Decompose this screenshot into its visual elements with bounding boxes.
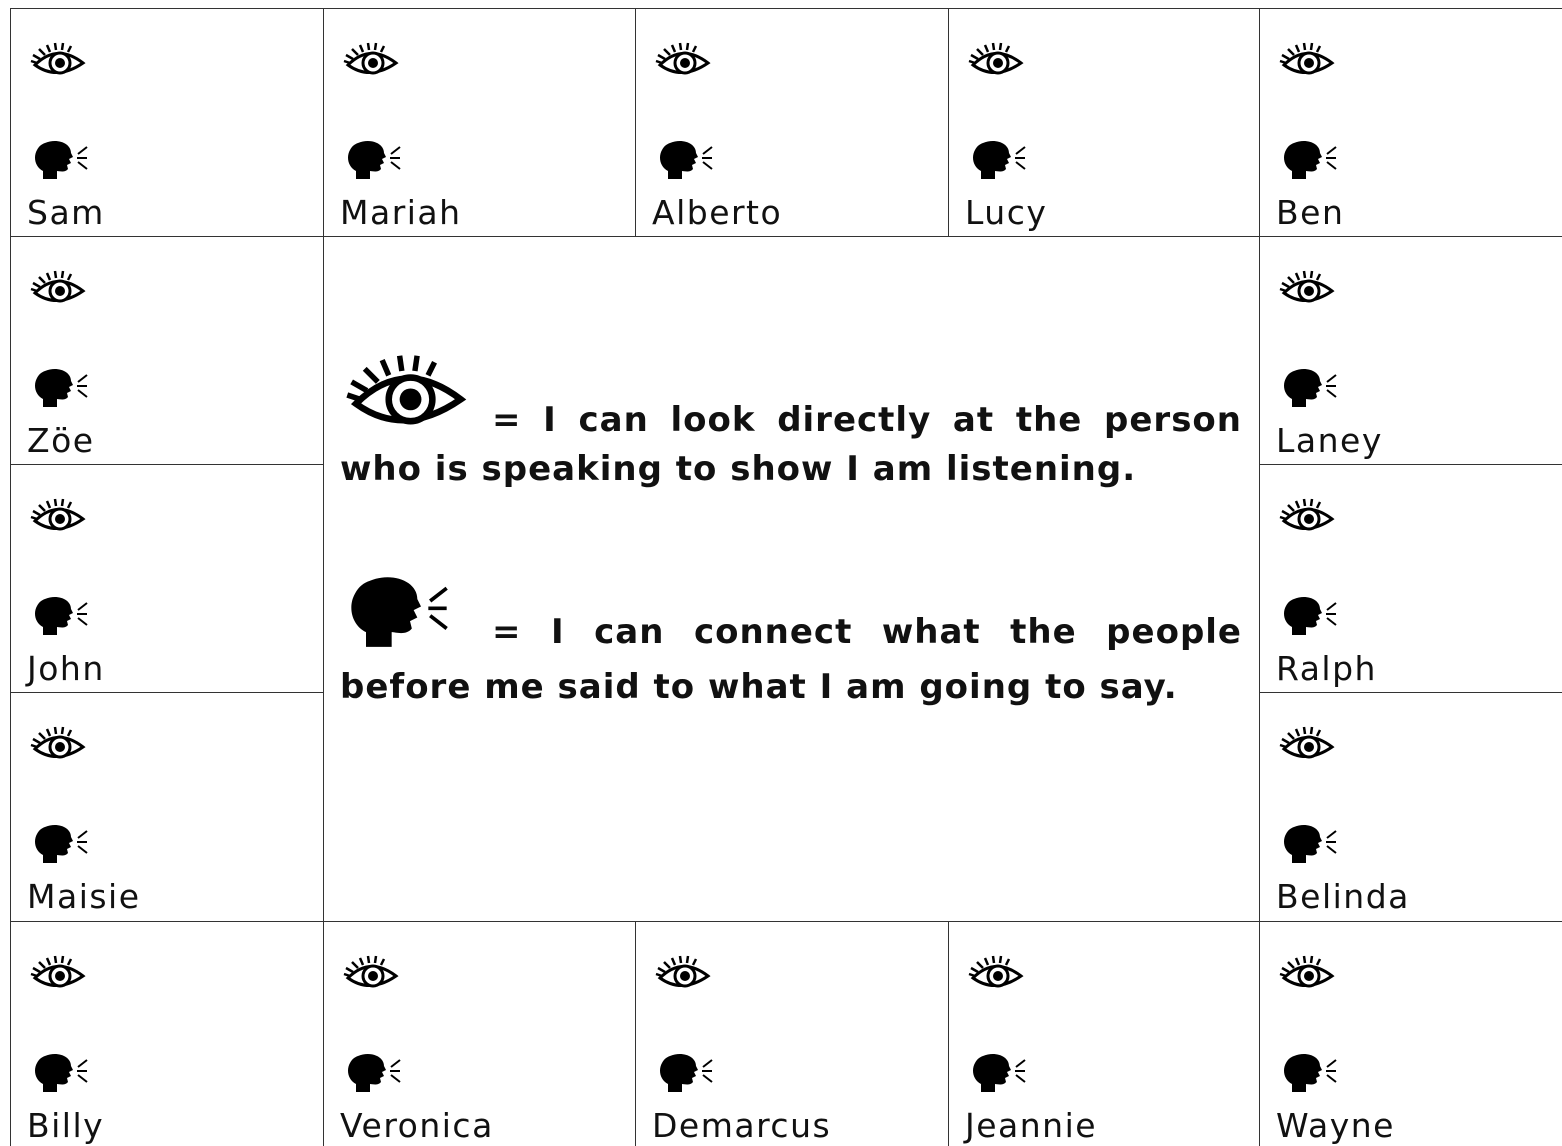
student-name: Jeannie xyxy=(965,1106,1098,1145)
speaking-head-icon xyxy=(31,139,91,181)
student-cell xyxy=(1259,8,1562,236)
student-cell xyxy=(635,8,948,236)
legend-panel xyxy=(323,236,1259,921)
speaking-head-icon xyxy=(344,572,454,652)
eye-icon xyxy=(652,952,712,996)
student-name: Mariah xyxy=(340,193,462,232)
eye-icon xyxy=(1276,39,1336,83)
student-cell xyxy=(1259,236,1562,464)
student-cell xyxy=(948,921,1259,1146)
speaking-head-icon xyxy=(656,139,716,181)
student-name: John xyxy=(27,649,105,688)
speaking-head-icon xyxy=(1280,1052,1340,1094)
eye-icon xyxy=(1276,952,1336,996)
eye-icon xyxy=(652,39,712,83)
student-cell xyxy=(10,692,323,921)
student-name: Belinda xyxy=(1276,877,1410,916)
legend-look-text-2: who is speaking to show I am listening. xyxy=(340,449,1137,489)
student-cell xyxy=(323,921,635,1146)
eye-icon xyxy=(27,39,87,83)
speaking-head-icon xyxy=(31,595,91,637)
speaking-head-icon xyxy=(344,139,404,181)
eye-icon xyxy=(965,39,1025,83)
speaking-head-icon xyxy=(1280,139,1340,181)
eye-icon xyxy=(338,347,470,443)
student-cell xyxy=(323,8,635,236)
student-cell xyxy=(10,464,323,692)
legend-speak-text-2: before me said to what I am going to say. xyxy=(340,667,1178,707)
student-name: Zöe xyxy=(27,421,95,460)
eye-icon xyxy=(27,952,87,996)
eye-icon xyxy=(340,39,400,83)
student-name: Sam xyxy=(27,193,105,232)
student-name: Billy xyxy=(27,1106,105,1145)
student-cell xyxy=(1259,921,1562,1146)
speaking-head-icon xyxy=(656,1052,716,1094)
student-name: Laney xyxy=(1276,421,1383,460)
legend-speak-text-1: = I can connect what the people xyxy=(492,612,1242,652)
speaking-head-icon xyxy=(969,1052,1029,1094)
eye-icon xyxy=(27,267,87,311)
speaking-head-icon xyxy=(1280,595,1340,637)
student-name: Wayne xyxy=(1276,1106,1395,1145)
seating-chart xyxy=(10,8,1562,1146)
student-cell xyxy=(1259,464,1562,692)
eye-icon xyxy=(1276,267,1336,311)
student-cell xyxy=(10,236,323,464)
student-name: Veronica xyxy=(340,1106,494,1145)
student-cell xyxy=(948,8,1259,236)
student-name: Ralph xyxy=(1276,649,1377,688)
student-name: Ben xyxy=(1276,193,1345,232)
eye-icon xyxy=(965,952,1025,996)
speaking-head-icon xyxy=(1280,367,1340,409)
eye-icon xyxy=(340,952,400,996)
student-cell xyxy=(1259,692,1562,921)
eye-icon xyxy=(1276,723,1336,767)
eye-icon xyxy=(27,495,87,539)
speaking-head-icon xyxy=(344,1052,404,1094)
speaking-head-icon xyxy=(969,139,1029,181)
speaking-head-icon xyxy=(31,1052,91,1094)
speaking-head-icon xyxy=(31,823,91,865)
legend-look-text-1: = I can look directly at the person xyxy=(492,400,1242,440)
student-name: Lucy xyxy=(965,193,1048,232)
student-name: Demarcus xyxy=(652,1106,832,1145)
student-cell xyxy=(10,921,323,1146)
student-name: Maisie xyxy=(27,877,141,916)
student-cell xyxy=(10,8,323,236)
speaking-head-icon xyxy=(1280,823,1340,865)
student-name: Alberto xyxy=(652,193,783,232)
eye-icon xyxy=(1276,495,1336,539)
eye-icon xyxy=(27,723,87,767)
speaking-head-icon xyxy=(31,367,91,409)
student-cell xyxy=(635,921,948,1146)
